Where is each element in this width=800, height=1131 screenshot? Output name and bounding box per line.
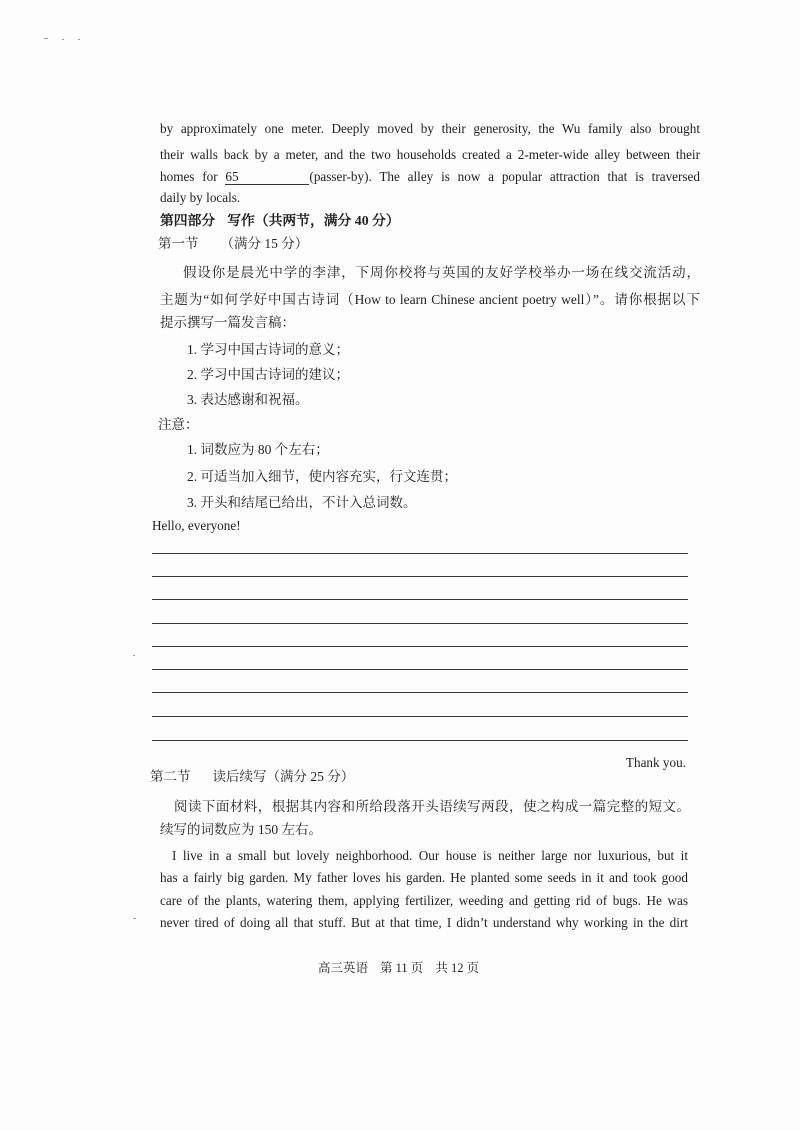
scan-speck — [133, 655, 135, 656]
answer-line — [152, 576, 688, 577]
speech-closing: Thank you. — [625, 755, 686, 770]
answer-line — [152, 623, 688, 624]
part2-title: 读后续写（满分 25 分） — [212, 769, 355, 784]
scan-speck — [62, 39, 64, 40]
point-item: 2. 学习中国古诗词的建议； — [187, 367, 349, 382]
passage-text: homes for — [160, 169, 218, 184]
note-item: 2. 可适当加入细节，使内容充实，行文连贯； — [187, 469, 457, 484]
footer-total-pages: 共 12 页 — [435, 961, 480, 975]
answer-line — [152, 646, 688, 647]
note-item: 3. 开头和结尾已给出，不计入总词数。 — [187, 495, 417, 510]
answer-line — [152, 692, 688, 693]
footer-page-number: 第 11 页 — [380, 961, 424, 975]
instruction-line: 阅读下面材料，根据其内容和所给段落开头语续写两段，使之构成一篇完整的短文。 — [174, 799, 690, 814]
scan-speck — [78, 39, 80, 40]
scan-speck — [44, 38, 48, 39]
passage-line: never tired of doing all that stuff. But at that time, I didn’t understand why working in the dirt — [160, 915, 688, 930]
answer-line — [152, 669, 688, 670]
passage-line-with-blank — [160, 167, 700, 187]
passage-text: (passer-by). The alley is now a popular attraction that is traversed — [309, 169, 701, 184]
part1-score: （满分 15 分） — [220, 236, 309, 251]
answer-blank — [225, 169, 309, 185]
passage-line: I live in a small but lovely neighborhood. Our house is neither large nor luxurious, but it — [172, 848, 688, 863]
prompt-line: 提示撰写一篇发言稿： — [160, 315, 295, 330]
note-label: 注意： — [158, 417, 199, 432]
instruction-line: 续写的词数应为 150 左右。 — [160, 822, 322, 837]
passage-line: care of the plants, watering them, applying fertilizer, weeding and getting rid of bugs. He was — [160, 893, 688, 908]
section-heading — [160, 211, 400, 231]
scan-speck — [133, 918, 136, 919]
question-number: 65 — [225, 169, 239, 184]
section-part-label: 第四部分 — [160, 213, 216, 228]
point-item: 3. 表达感谢和祝福。 — [187, 392, 309, 407]
footer-subject: 高三英语 — [318, 961, 369, 975]
answer-line — [152, 553, 688, 554]
point-item: 1. 学习中国古诗词的意义； — [187, 342, 349, 357]
answer-line — [152, 740, 688, 741]
passage-line: daily by locals. — [160, 190, 241, 205]
passage-line: by approximately one meter. Deeply moved by their generosity, the Wu family also brought — [160, 121, 700, 136]
part2-heading — [150, 767, 354, 787]
answer-line — [152, 599, 688, 600]
section-title: 写作（共两节，满分 40 分） — [227, 213, 400, 228]
prompt-line: 主题为“如何学好中国古诗词（How to learn Chinese ancient poetry well）”。请你根据以下 — [160, 292, 700, 307]
passage-line: their walls back by a meter, and the two households created a 2-meter-wide alley between their — [160, 147, 700, 162]
speech-opening: Hello, everyone! — [152, 518, 241, 533]
part1-label: 第一节 — [158, 236, 199, 251]
note-item: 1. 词数应为 80 个左右； — [187, 442, 329, 457]
answer-line — [152, 716, 688, 717]
part1-heading — [158, 234, 308, 254]
passage-line: has a fairly big garden. My father loves his garden. He planted some seeds in it and took good — [160, 870, 688, 885]
page-footer — [318, 958, 479, 978]
prompt-line: 假设你是晨光中学的李津，下周你校将与英国的友好学校举办一场在线交流活动， — [183, 265, 700, 280]
part2-label: 第二节 — [150, 769, 191, 784]
